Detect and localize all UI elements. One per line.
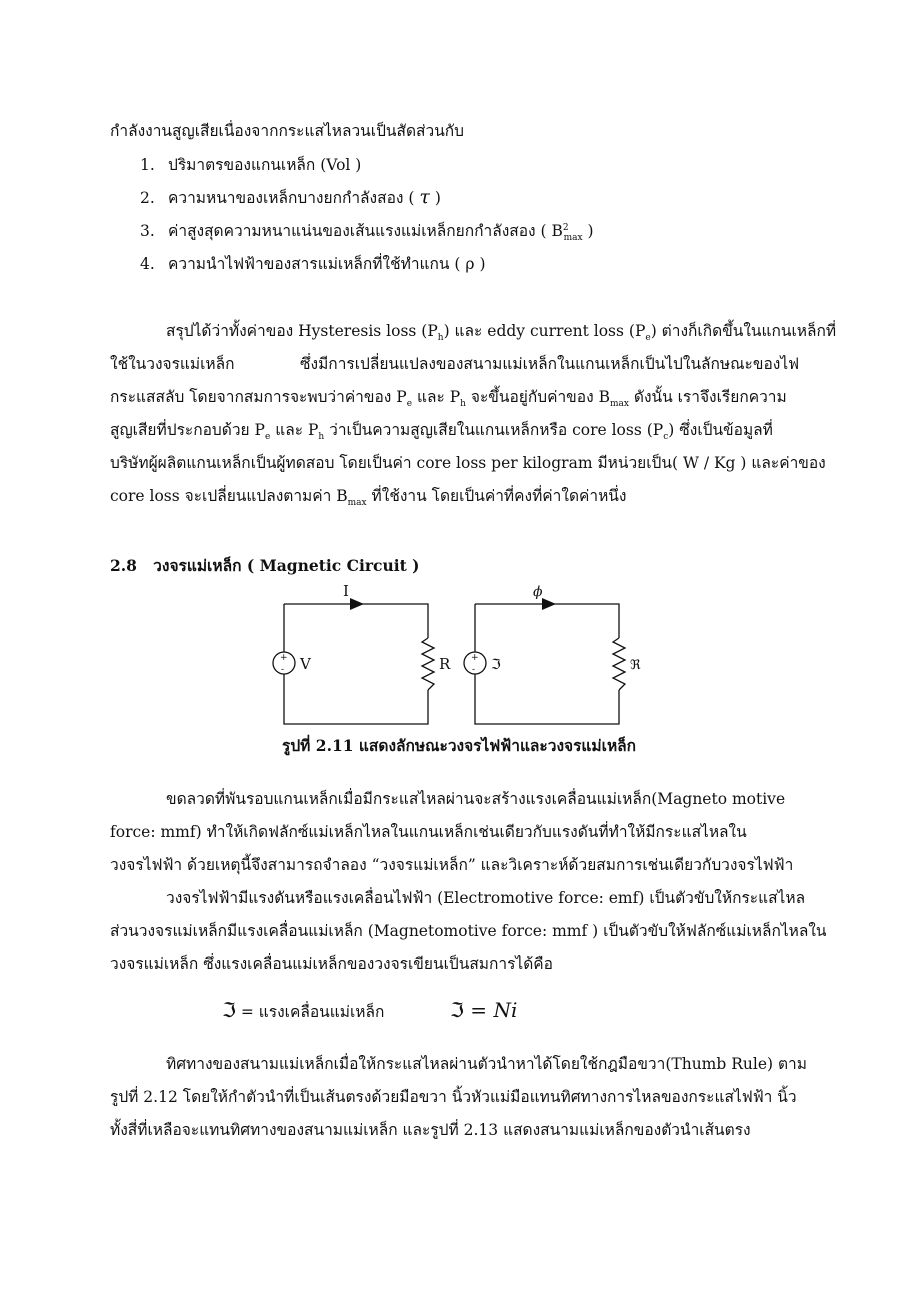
summary-line-4: สูญเสียที่ประกอบด้วย $P_e$ และ $P_h$ ว่าเป็นความสูญเสียในแกนเหล็กหรือ core loss $(P_c)$ ซึ่งเป็นข้อมูลที่ (110, 421, 773, 443)
mmf-label: ℑ (491, 657, 501, 673)
summary-line-3: กระแสสลับ โดยจากสมการจะพบว่าค่าของ $P_e$ และ $P_h$ จะขึ้นอยู่กับค่าของ $B_{max}$ ดังนั้น เราจึงเรียกความ (110, 388, 787, 410)
figure-caption: รูปที่ 2.11 แสดงลักษณะวงจรไฟฟ้าและวงจรแม่เหล็ก (282, 736, 637, 755)
electric-circuit (273, 604, 434, 724)
list-item: 3. ค่าสูงสุดความหนาแน่นของเส้นแรงแม่เหล็กยกกำลังสอง ( $B^2_{max}$ ) (140, 222, 594, 244)
resistor-zigzag (422, 638, 434, 690)
list-item: 1. ปริมาตรของแกนเหล็ก (Vol ) (140, 156, 362, 174)
svg-text:-: - (472, 665, 476, 675)
reluctance-zigzag (613, 638, 625, 690)
voltage-label: V (300, 655, 311, 673)
summary-line-6: core loss จะเปลี่ยนแปลงตามค่า $B_{max}$ ที่ใช้งาน โดยเป็นค่าที่คงที่ค่าใดค่าหนึ่ง (110, 487, 627, 509)
section-heading (110, 553, 420, 578)
para3-line: วงจรไฟฟ้ามีแรงดันหรือแรงเคลื่อนไฟฟ้า (Electromotive force: emf) เป็นตัวขับให้กระแสไหล (166, 889, 806, 907)
list-item: 2. ความหนาของเหล็กบางยกกำลังสอง ( τ ) (140, 186, 441, 208)
para4-line: ทั้งสี่ที่เหลือจะแทนทิศทางของสนามแม่เหล็ก และรูปที่ 2.13 แสดงสนามแม่เหล็กของตัวนำเส้นตรง (110, 1121, 751, 1139)
svg-text:+: + (280, 653, 288, 663)
formula-definition: ℑ = แรงเคลื่อนแม่เหล็ก (222, 998, 385, 1022)
para3-line: ส่วนวงจรแม่เหล็กมีแรงเคลื่อนแม่เหล็ก (Magnetomotive force: mmf ) เป็นตัวขับให้ฟลักซ์แม่เหล็กไหลใน (110, 922, 827, 940)
summary-line-2a: ใช้ในวงจรแม่เหล็ก (110, 355, 235, 373)
flux-arrow-icon (542, 598, 556, 610)
list-item: 4. ความนำไฟฟ้าของสารแม่เหล็กที่ใช้ทำแกน ( ρ ) (140, 255, 486, 273)
para2-line: force: mmf) ทำให้เกิดฟลักซ์แม่เหล็กไหลในแกนเหล็กเช่นเดียวกับแรงดันที่ทำให้มีกระแสไหลใน (110, 823, 747, 841)
current-arrow-icon (350, 598, 364, 610)
current-label: I (343, 582, 349, 600)
magnetic-circuit (464, 604, 625, 724)
para4-line: ทิศทางของสนามแม่เหล็กเมื่อให้กระแสไหลผ่านตัวนำหาได้โดยใช้กฎมือขวา(Thumb Rule) ตาม (166, 1055, 807, 1073)
para2-line: วงจรไฟฟ้า ด้วยเหตุนี้จึงสามารถจำลอง “วงจรแม่เหล็ก” และวิเคราะห์ด้วยสมการเช่นเดียวกับวงจรไฟฟ้า (110, 856, 794, 874)
para4-line: รูปที่ 2.12 โดยให้กำตัวนำที่เป็นเส้นตรงด้วยมือขวา นิ้วหัวแม่มือแทนทิศทางการไหลของกระแสไฟฟ้า นิ้ว (110, 1088, 797, 1106)
intro-text: กำลังงานสูญเสียเนื่องจากกระแสไหลวนเป็นสัดส่วนกับ (110, 122, 465, 140)
reluctance-label: ℜ (630, 658, 641, 673)
summary-line-2b: ซึ่งมีการเปลี่ยนแปลงของสนามแม่เหล็กในแกนเหล็กเป็นไปในลักษณะของไฟ (300, 355, 800, 373)
flux-label: ϕ (533, 584, 543, 600)
resistor-label: R (439, 655, 451, 673)
circuit-figure (262, 578, 642, 728)
para2-line: ขดลวดที่พันรอบแกนเหล็กเมื่อมีกระแสไหลผ่านจะสร้างแรงเคลื่อนแม่เหล็ก(Magneto motive (166, 790, 786, 808)
svg-text:+: + (471, 653, 479, 663)
summary-line-1: สรุปได้ว่าทั้งค่าของ Hysteresis loss $(P_h)$ และ eddy current loss $(P_e)$ ต่างก็เกิดขึ้นในแกนเหล็กที่ (166, 322, 837, 344)
section-number: 2.8 (110, 556, 137, 575)
para3-line: วงจรแม่เหล็ก ซึ่งแรงเคลื่อนแม่เหล็กของวงจรเขียนเป็นสมการได้คือ (110, 955, 553, 973)
summary-line-5: บริษัทผู้ผลิตแกนเหล็กเป็นผู้ทดสอบ โดยเป็นค่า core loss per kilogram มีหน่วยเป็น( W / Kg ) และค่าของ (110, 454, 826, 472)
formula-equation: ℑ = Ni (450, 998, 518, 1022)
svg-text:-: - (281, 665, 285, 675)
section-title: วงจรแม่เหล็ก ( Magnetic Circuit ) (153, 556, 420, 575)
